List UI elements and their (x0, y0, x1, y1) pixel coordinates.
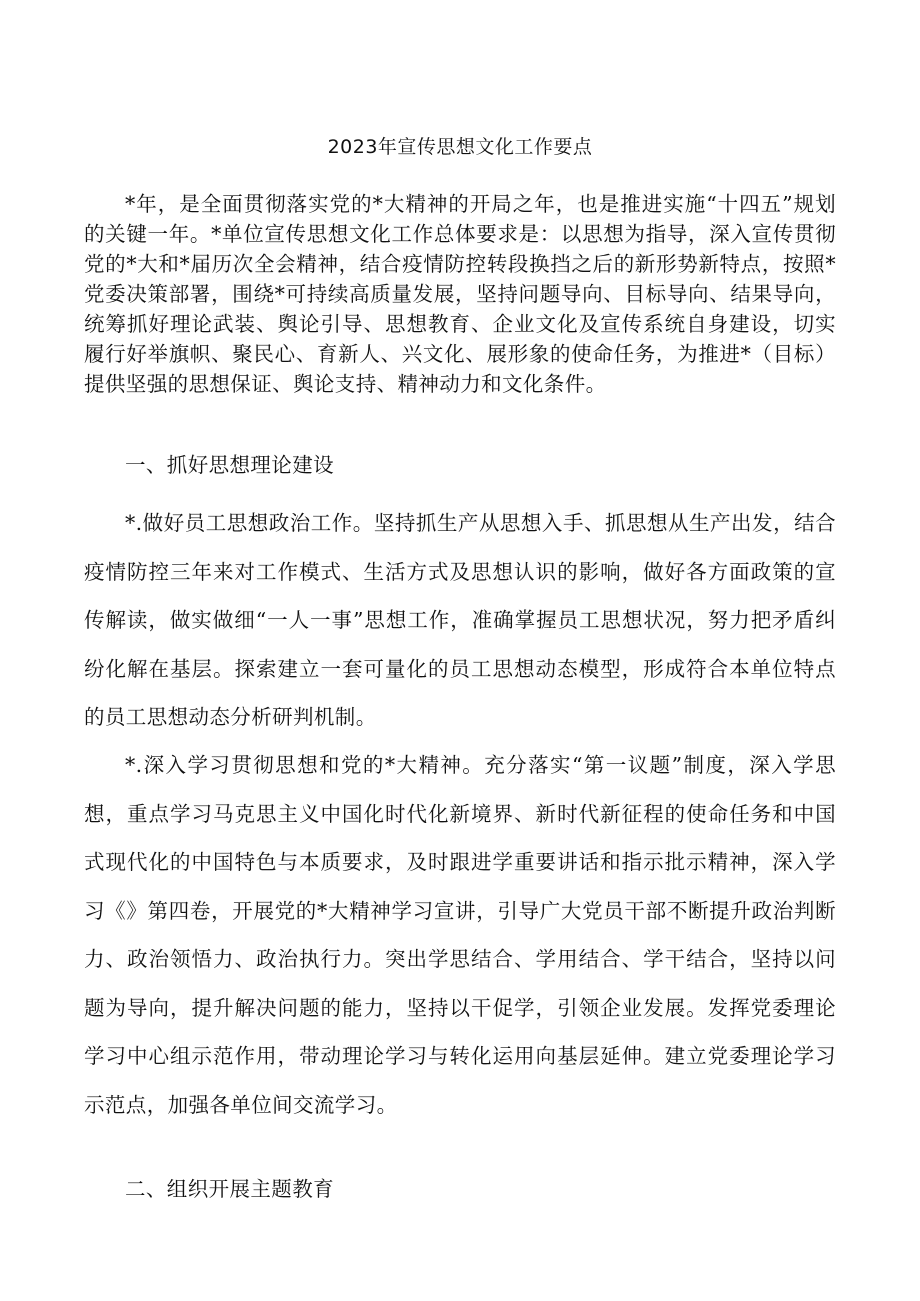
intro-paragraph: *年，是全面贯彻落实党的*大精神的开局之年，也是推进实施“十四五”规划的关键一年。*单位宣传思想文化工作总体要求是：以思想为指导，深入宣传贯彻党的*大和*届历次全会精神，结合疫情防控转段换挡之后的新形势新特点，按照*党委决策部署，围绕*可持续高质量发展，坚持问题导向、目标导向、结果导向，统筹抓好理论武装、舆论引导、思想教育、企业文化及宣传系统自身建设，切实履行好举旗帜、聚民心、育新人、兴文化、展形象的使命任务，为推进*（目标）提供坚强的思想保证、舆论支持、精神动力和文化条件。 (84, 192, 836, 396)
section-heading-1: 一、抓好思想理论建设 (125, 453, 334, 477)
section-1-paragraph-1: *.做好员工思想政治工作。坚持抓生产从思想入手、抓思想从生产出发，结合疫情防控三年来对工作模式、生活方式及思想认识的影响，做好各方面政策的宣传解读，做实做细“一人一事”思想工作，准确掌握员工思想状况，努力把矛盾纠纷化解在基层。探索建立一套可量化的员工思想动态模型，形成符合本单位特点的员工思想动态分析研判机制。 (84, 511, 836, 729)
section-heading-2: 二、组织开展主题教育 (125, 1177, 334, 1201)
document-title: 2023年宣传思想文化工作要点 (327, 136, 593, 158)
section-1-paragraph-2: *.深入学习贯彻思想和党的*大精神。充分落实“第一议题”制度，深入学思想，重点学习马克思主义中国化时代化新境界、新时代新征程的使命任务和中国式现代化的中国特色与本质要求，及时跟进学重要讲话和指示批示精神，深入学习《》第四卷，开展党的*大精神学习宣讲，引导广大党员干部不断提升政治判断力、政治领悟力、政治执行力。突出学思结合、学用结合、学干结合，坚持以问题为导向，提升解决问题的能力，坚持以干促学，引领企业发展。发挥党委理论学习中心组示范作用，带动理论学习与转化运用向基层延伸。建立党委理论学习示范点，加强各单位间交流学习。 (84, 753, 836, 1117)
